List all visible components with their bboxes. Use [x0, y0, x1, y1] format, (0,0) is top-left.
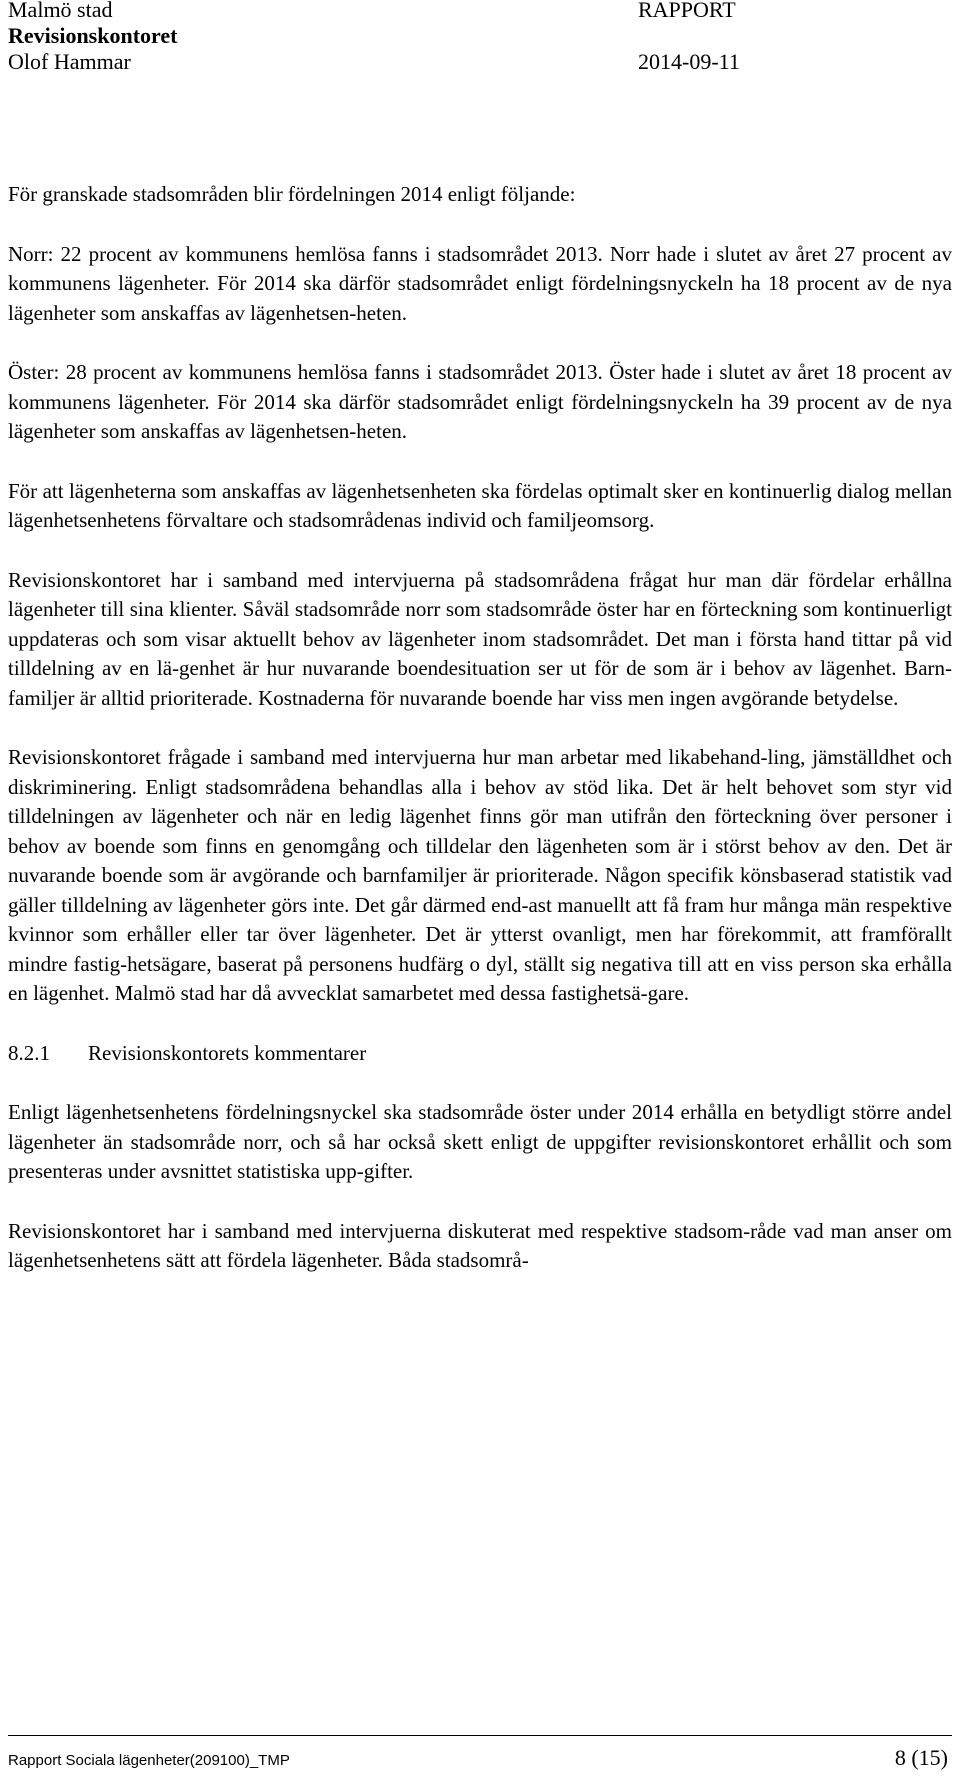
section-number: 8.2.1: [8, 1040, 50, 1065]
paragraph: Norr: 22 procent av kommunens hemlösa fanns i stadsområdet 2013. Norr hade i slutet av året 27 procent av kommunens lägenheter. För 2014 ska därför stadsområdet enligt fördelningsnyckeln ha 18 procent av de nya lägenheter som anskaffas av lägenhetsen-heten.: [8, 241, 952, 325]
footer-page-number: 8 (15): [894, 1745, 948, 1770]
paragraph: Enligt lägenhetsenhetens fördelningsnyckel ska stadsområde öster under 2014 erhålla en betydligt större andel lägenheter än stadsområde norr, och så har också skett enligt de uppgifter revisionskontoret erhållit och som presenteras under avsnittet statistiska upp-gifter.: [8, 1100, 952, 1183]
paragraph: För granskade stadsområden blir fördelningen 2014 enligt följande:: [8, 182, 576, 206]
header-dept: Revisionskontoret: [8, 23, 178, 48]
paragraph: Revisionskontoret har i samband med intervjuerna på stadsområdena frågat hur man där fördelar erhållna lägenheter till sina klienter. Såväl stadsområde norr som stadsområde öster har en förteckning som kontinuerligt uppdateras och som visar aktuellt behov av lägenheter inom stadsområdet. Det man i första hand tittar på vid tilldelning av en lä-genhet är hur nuvarande boendesituation ser ut för de som är i behov av lägenhet. Barn-familjer är alltid prioriterade. Kostnaderna för nuvarande boende har viss men ingen avgörande betydelse.: [8, 567, 952, 710]
paragraph: Revisionskontoret har i samband med intervjuerna diskuterat med respektive stadsom-råde vad man anser om lägenhetsenhetens sätt att fördela lägenheter. Båda stadsområ-: [8, 1218, 952, 1272]
header-doc-type: RAPPORT: [638, 0, 736, 22]
header-author: Olof Hammar: [8, 49, 131, 74]
footer-divider: [8, 1735, 952, 1736]
section-title: Revisionskontorets kommentarer: [88, 1040, 367, 1065]
footer-doc-name: Rapport Sociala lägenheter(209100)_TMP: [8, 1752, 290, 1769]
paragraph: Revisionskontoret frågade i samband med intervjuerna hur man arbetar med likabehand-ling, jämställdhet och diskriminering. Enligt stadsområdena behandlas alla i behov av stöd lika. Det är helt behovet som styr vid tilldelningen av lägenheter och när en ledig lägenhet finns gör man utifrån den förteckning över personer i behov av boende som finns en genomgång och tilldelar den lägenheten som är i störst behov av den. Det är nuvarande boende som är avgörande och barnfamiljer är prioriterade. Någon specifik könsbaserad statistik vad gäller tilldelning av lägenheter görs inte. Det går därmed end-ast manuellt att få fram hur många män respektive kvinnor som erhåller eller tar över lägenheter. Det är ytterst ovanligt, men har förekommit, att framförallt mindre fastig-hetsägare, baserat på personens hudfärg o dyl, ställt sig negativa till att en viss person ska erhålla en lägenhet. Malmö stad har då avvecklat samarbetet med dessa fastighetsä-gare.: [8, 745, 952, 1005]
header-org: Malmö stad: [8, 0, 113, 22]
document-body: [8, 180, 952, 1306]
paragraph: För att lägenheterna som anskaffas av lägenhetsenheten ska fördelas optimalt sker en kontinuerlig dialog mellan lägenhetsenhetens förvaltare och stadsområdenas individ och familjeomsorg.: [8, 478, 952, 532]
paragraph: Öster: 28 procent av kommunens hemlösa fanns i stadsområdet 2013. Öster hade i slutet av året 18 procent av kommunens lägenheter. För 2014 ska därför stadsområdet enligt fördelningsnyckeln ha 39 procent av de nya lägenheter som anskaffas av lägenhetsen-heten.: [8, 360, 952, 443]
header-date: 2014-09-11: [638, 49, 740, 74]
section-heading: [8, 1039, 952, 1069]
